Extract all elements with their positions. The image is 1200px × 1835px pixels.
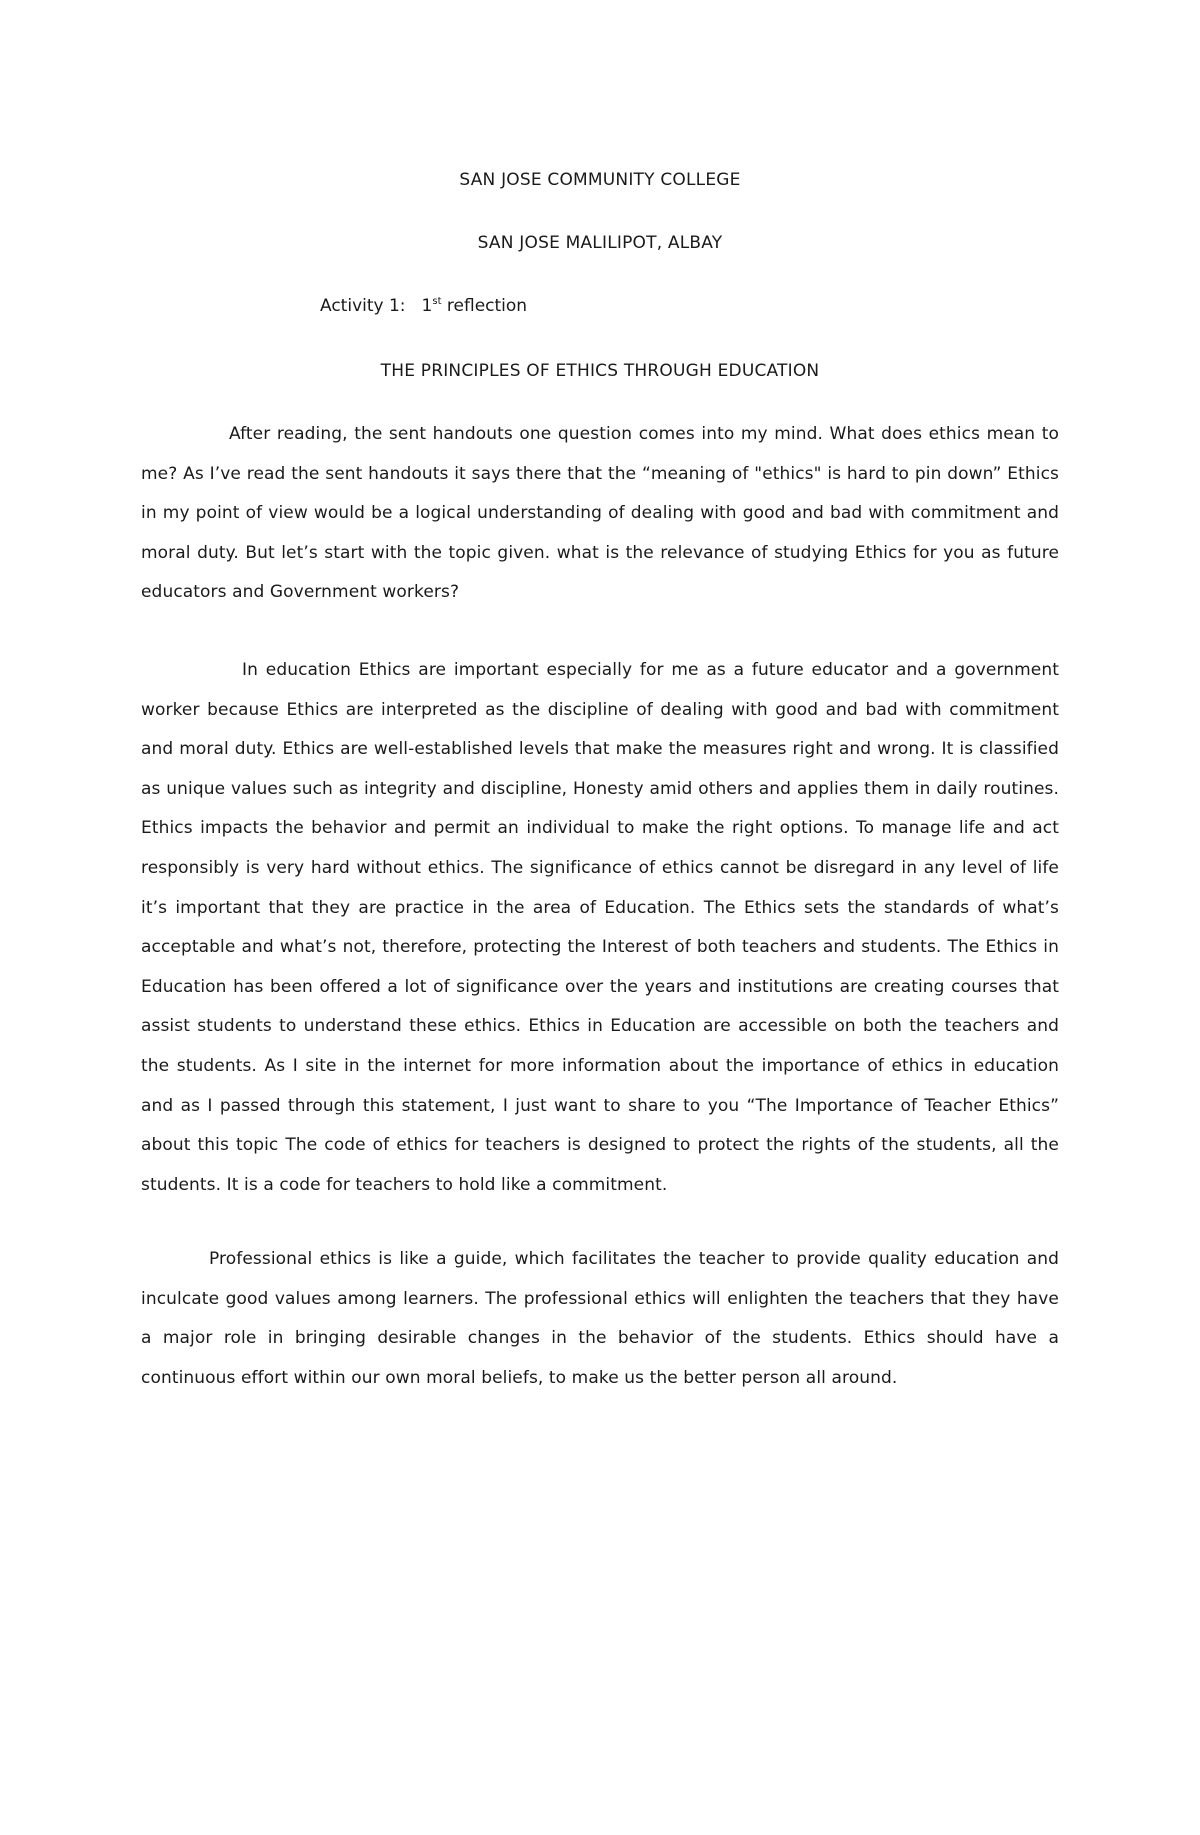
school-location: SAN JOSE MALILIPOT, ALBAY — [477, 233, 723, 253]
reflection-ordinal-suffix: st — [432, 296, 442, 307]
body-paragraph: After reading, the sent handouts one question comes into my mind. What does ethics mean to me? As I’ve read the sent handouts it says there that the “meaning of "ethics" is hard to pin down” Ethics in my point of view would be a logical understanding of dealing with good and bad with commitment and moral duty. But let’s start with the topic given. what is the relevance of studying Ethics for you as future educators and Government workers? — [141, 424, 1059, 603]
activity-line — [320, 296, 527, 316]
reflection-number: 1 — [421, 296, 433, 316]
school-name: SAN JOSE COMMUNITY COLLEGE — [459, 170, 741, 190]
essay-title: THE PRINCIPLES OF ETHICS THROUGH EDUCATION — [380, 361, 820, 381]
reflection-label: reflection — [446, 296, 528, 316]
body-paragraph: Professional ethics is like a guide, which facilitates the teacher to provide quality education and inculcate good values among learners. The professional ethics will enlighten the teachers that they have a major role in bringing desirable changes in the behavior of the students. Ethics should have a continuous effort within our own moral beliefs, to make us the better person all around. — [141, 1249, 1059, 1388]
body-paragraph: In education Ethics are important especially for me as a future educator and a government worker because Ethics are interpreted as the discipline of dealing with good and bad with commitment and moral duty. Ethics are well-established levels that make the measures right and wrong. It is classified as unique values such as integrity and discipline, Honesty amid others and applies them in daily routines. Ethics impacts the behavior and permit an individual to make the right options. To manage life and act responsibly is very hard without ethics. The significance of ethics cannot be disregard in any level of life it’s important that they are practice in the area of Education. The Ethics sets the standards of what’s acceptable and what’s not, therefore, protecting the Interest of both teachers and students. The Ethics in Education has been offered a lot of significance over the years and institutions are creating courses that assist students to understand these ethics. Ethics in Education are accessible on both the teachers and the students. As I site in the internet for more information about the importance of ethics in education and as I passed through this statement, I just want to share to you “The Importance of Teacher Ethics” about this topic The code of ethics for teachers is designed to protect the rights of the students, all the students. It is a code for teachers to hold like a commitment. — [141, 660, 1059, 1195]
activity-label: Activity 1: — [320, 296, 406, 316]
